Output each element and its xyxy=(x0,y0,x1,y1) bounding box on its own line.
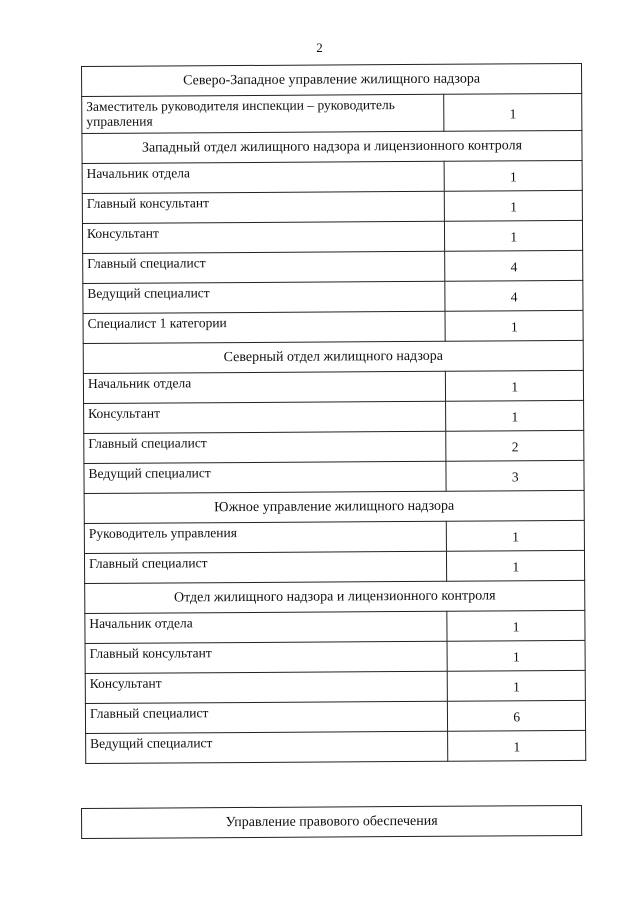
count-cell: 1 xyxy=(445,310,583,341)
position-cell: Главный специалист xyxy=(84,431,447,463)
table-row xyxy=(84,550,584,583)
count-cell: 1 xyxy=(445,220,583,251)
position-cell: Ведущий специалист xyxy=(86,731,449,763)
count-cell: 1 xyxy=(445,160,583,191)
section-header-row xyxy=(83,340,583,373)
count-cell: 1 xyxy=(447,610,585,641)
position-cell: Главный консультант xyxy=(85,641,448,673)
staff-table xyxy=(81,63,586,764)
position-cell: Главный специалист xyxy=(83,251,446,283)
table-row xyxy=(84,460,584,493)
position-cell: Главный специалист xyxy=(85,701,448,733)
position-cell: Заместитель руководителя инспекции – руководитель управления xyxy=(82,94,445,133)
position-cell: Ведущий специалист xyxy=(83,281,446,313)
position-cell: Ведущий специалист xyxy=(84,461,447,493)
page-number: 2 xyxy=(316,40,323,55)
section-header-row xyxy=(85,580,585,613)
section-header-row xyxy=(82,63,582,96)
section-title: Отдел жилищного надзора и лицензионного контроля xyxy=(85,580,585,613)
table-row xyxy=(86,730,586,763)
count-cell: 1 xyxy=(448,730,586,761)
count-cell: 1 xyxy=(447,640,585,671)
section-header-row xyxy=(84,490,584,523)
position-cell: Специалист 1 категории xyxy=(83,311,446,343)
section-title: Северный отдел жилищного надзора xyxy=(83,340,583,373)
count-cell: 1 xyxy=(448,670,586,701)
table-row xyxy=(84,520,584,553)
count-cell: 6 xyxy=(448,700,586,731)
table-row xyxy=(84,400,584,433)
table-row xyxy=(82,93,582,133)
table-row xyxy=(82,190,582,223)
position-cell: Начальник отдела xyxy=(82,161,445,193)
section-header-row xyxy=(82,805,582,838)
position-cell: Руководитель управления xyxy=(84,521,447,553)
table-row xyxy=(83,310,583,343)
table-row xyxy=(85,610,585,643)
next-section-table xyxy=(81,805,582,839)
count-cell: 2 xyxy=(446,430,584,461)
section-title: Южное управление жилищного надзора xyxy=(84,490,584,523)
count-cell: 1 xyxy=(445,190,583,221)
position-cell: Главный консультант xyxy=(82,191,445,223)
position-cell: Консультант xyxy=(82,221,445,253)
count-cell: 1 xyxy=(447,520,585,551)
section-header-row xyxy=(82,130,582,163)
table-row xyxy=(83,280,583,313)
position-cell: Начальник отдела xyxy=(85,611,448,643)
section-title: Управление правового обеспечения xyxy=(82,805,582,838)
position-cell: Консультант xyxy=(84,401,447,433)
table-row xyxy=(85,640,585,673)
count-cell: 1 xyxy=(446,370,584,401)
count-cell: 1 xyxy=(447,550,585,581)
table-row xyxy=(83,370,583,403)
section-title: Западный отдел жилищного надзора и лицензионного контроля xyxy=(82,130,582,163)
table-row xyxy=(82,160,582,193)
table-row xyxy=(82,220,582,253)
count-cell: 1 xyxy=(446,400,584,431)
table-row xyxy=(85,700,585,733)
position-cell: Начальник отдела xyxy=(83,371,446,403)
position-cell: Главный специалист xyxy=(84,551,447,583)
count-cell: 1 xyxy=(444,93,582,131)
section-title: Северо-Западное управление жилищного надзора xyxy=(82,63,582,96)
position-cell: Консультант xyxy=(85,671,448,703)
table-row xyxy=(85,670,585,703)
table-row xyxy=(84,430,584,463)
count-cell: 4 xyxy=(445,280,583,311)
table-row xyxy=(83,250,583,283)
count-cell: 3 xyxy=(446,460,584,491)
count-cell: 4 xyxy=(445,250,583,281)
